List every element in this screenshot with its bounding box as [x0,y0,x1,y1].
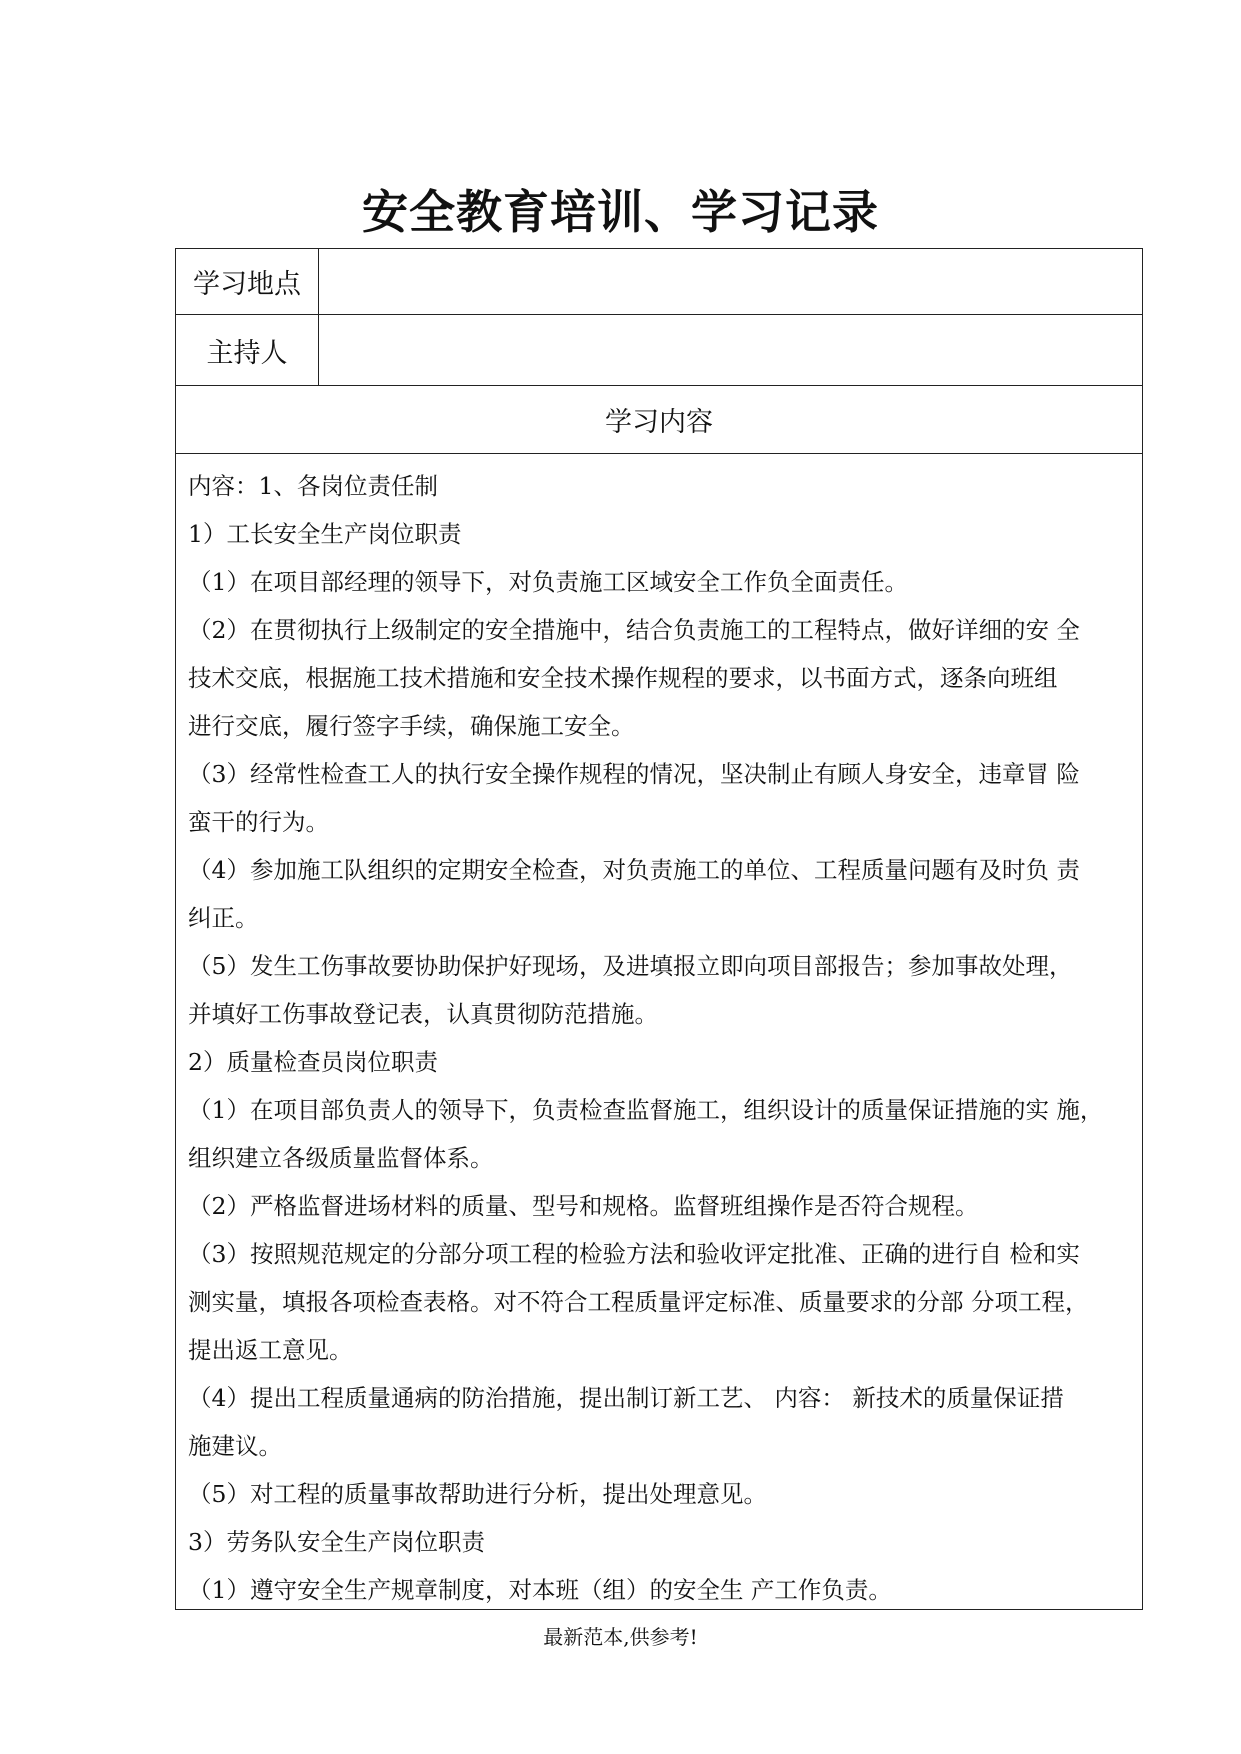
host-row [176,315,1142,386]
content-line: （2）在贯彻执行上级制定的安全措施中，结合负责施工的工程特点，做好详细的安 全 [188,616,1080,644]
content-line: 提出返工意见。 [188,1336,353,1364]
content-heading: 学习内容 [605,407,713,438]
content-line: （4）提出工程质量通病的防治措施，提出制订新工艺、 内容： 新技术的质量保证措 [188,1384,1064,1412]
location-field[interactable] [319,249,1142,314]
page-title: 安全教育培训、学习记录 [362,185,879,239]
content-line: （5）对工程的质量事故帮助进行分析，提出处理意见。 [188,1480,767,1508]
content-line: （1）在项目部负责人的领导下，负责检查监督施工，组织设计的质量保证措施的实 施， [188,1096,1104,1124]
content-line: 内容：1、各岗位责任制 [188,472,438,500]
content-line: 进行交底，履行签字手续，确保施工安全。 [188,712,635,740]
footer-note: 最新范本,供参考! [543,1625,698,1649]
content-line: （1）遵守安全生产规章制度，对本班（组）的安全生 产工作负责。 [188,1576,892,1604]
content-line: （4）参加施工队组织的定期安全检查，对负责施工的单位、工程质量问题有及时负 责 [188,856,1080,884]
content-line: （5）发生工伤事故要协助保护好现场，及进填报立即向项目部报告；参加事故处理， [188,952,1073,980]
content-line: 并填好工伤事故登记表，认真贯彻防范措施。 [188,1000,658,1028]
content-line: 2）质量检查员岗位职责 [188,1048,438,1076]
content-line: 蛮干的行为。 [188,808,329,836]
content-line: （2）严格监督进场材料的质量、型号和规格。监督班组操作是否符合规程。 [188,1192,979,1220]
training-record-table [175,248,1143,1610]
content-heading-row [176,386,1142,454]
location-row [176,249,1142,315]
host-label: 主持人 [176,315,319,385]
content-line: 纠正。 [188,904,259,932]
location-label: 学习地点 [176,249,319,314]
content-line: （1）在项目部经理的领导下，对负责施工区域安全工作负全面责任。 [188,568,908,596]
content-line: 施建议。 [188,1432,282,1460]
content-line: （3）经常性检查工人的执行安全操作规程的情况，坚决制止有顾人身安全，违章冒 险 [188,760,1080,788]
content-line: （3）按照规范规定的分部分项工程的检验方法和验收评定批准、正确的进行自 检和实 [188,1240,1080,1268]
content-body [188,462,1134,1614]
content-line: 测实量，填报各项检查表格。对不符合工程质量评定标准、质量要求的分部 分项工程， [188,1288,1089,1316]
content-line: 3）劳务队安全生产岗位职责 [188,1528,485,1556]
host-field[interactable] [319,315,1142,385]
content-line: 1）工长安全生产岗位职责 [188,520,462,548]
content-line: 组织建立各级质量监督体系。 [188,1144,494,1172]
content-line: 技术交底，根据施工技术措施和安全技术操作规程的要求，以书面方式，逐条向班组 [188,664,1058,692]
